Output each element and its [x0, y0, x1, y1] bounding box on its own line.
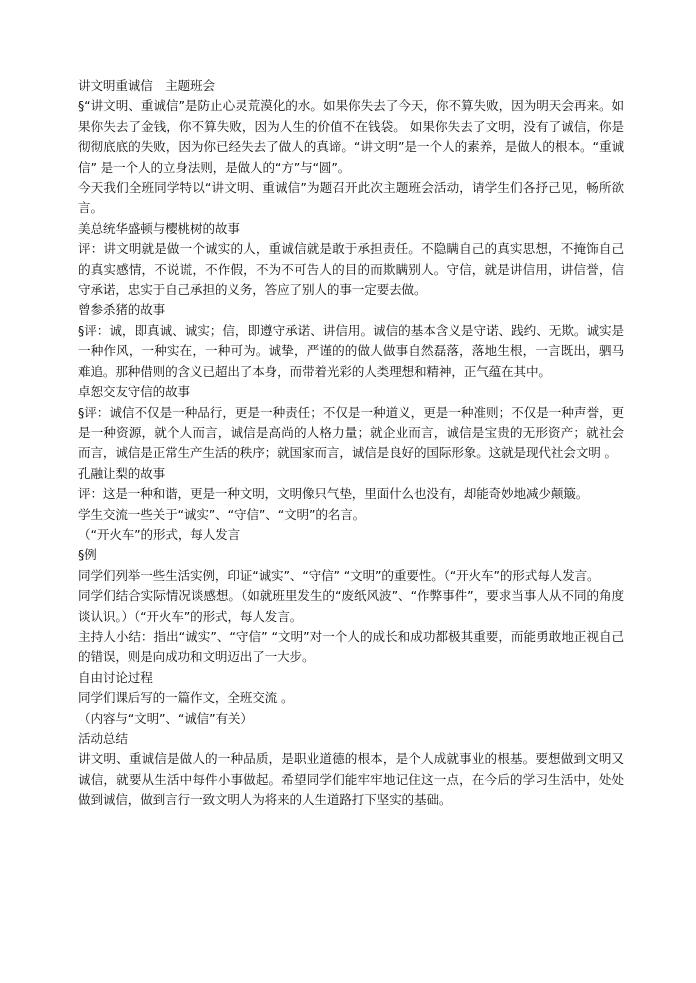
- document-body: [78, 76, 624, 811]
- essay-topic-note: （内容与“文明”、“诚信”有关）: [78, 710, 253, 726]
- section-heading-zengshen: 曾参杀猪的故事: [78, 302, 166, 318]
- essay-exchange: 同学们课后写的一篇作文，全班交流 。: [78, 690, 294, 706]
- comment-washington: 评：讲文明就是做一个诚实的人，重诚信就是敢于承担责任。不隐瞒自己的真实思想，不掩饰自己的真实感情，不说谎，不作假，不为不可告人的目的而欺瞒别人。守信，就是讲信用，讲信誉，信守承诺，忠实于自己承担的义务，答应了别人的事一定要去做。: [78, 241, 624, 298]
- section-heading-zhuoshu: 卓恕交友守信的故事: [78, 384, 190, 400]
- quotes-exchange: 学生交流一些关于“诚实”、“守信”、“文明”的名言。: [78, 506, 366, 522]
- comment-zhuoshu: §评：诚信不仅是一种品行，更是一种责任；不仅是一种道义，更是一种准则；不仅是一种声誉，更是一种资源，就个人而言，诚信是高尚的人格力量；就企业而言，诚信是宝贵的无形资产；就社会而言，诚信是正常生产生活的秩序；就国家而言，诚信是良好的国际形象。这就是现代社会文明 。: [78, 404, 624, 461]
- comment-zengshen: §评：诚，即真诚、诚实；信，即遵守承诺、讲信用。诚信的基本含义是守诺、践约、无欺。诚实是一种作风，一种实在，一种可为。诚挚，严谨的的做人做事自然磊落，落地生根，一言既出，驷马难追。那种借则的含义已超出了本身，而带着光彩的人类理想和精神，正气蕴在其中。: [78, 322, 624, 379]
- comment-kongrong: 评：这是一种和谐，更是一种文明，文明像只气垫，里面什么也没有，却能奇妙地减少颠簸。: [78, 486, 589, 502]
- host-summary-paragraph: 主持人小结：指出“诚实”、“守信” “文明”对一个人的成长和成功都极其重要，而能勇敢地正视自己的错误，则是向成功和文明迈出了一大步。: [78, 628, 624, 665]
- speaking-format-note: （“开火车”的形式，每人发言: [78, 526, 241, 542]
- section-heading-washington: 美总统华盛顿与樱桃树的故事: [78, 220, 240, 236]
- document-title: 讲文明重诚信 主题班会: [78, 78, 215, 93]
- section-heading-kongrong: 孔融让梨的故事: [78, 465, 166, 481]
- examples-paragraph: 同学们列举一些生活实例，印证“诚实”、“守信” “文明”的重要性。（“开火车”的形式每人发言。: [78, 567, 600, 583]
- section-heading-example: §例: [78, 547, 97, 563]
- summary-paragraph: 讲文明、重诚信是做人的一种品质，是职业道德的根本，是个人成就事业的根基。要想做到文明又诚信，就要从生活中每件小事做起。希望同学们能牢牢地记住这一点，在今后的学习生活中，处处做到诚信，做到言行一致文明人为将来的人生道路打下坚实的基础。: [78, 751, 624, 808]
- purpose-paragraph: 今天我们全班同学特以“讲文明、重诚信”为题召开此次主题班会活动，请学生们各抒己见，畅所欲言。: [78, 180, 624, 216]
- intro-paragraph: §“讲文明、重诚信”是防止心灵荒漠化的水。如果你失去了今天，你不算失败，因为明天会再来。如果你失去了金钱，你不算失败，因为人生的价值不在钱袋。 如果你失去了文明，没有了诚信，你是彻彻底底的失败，因为你已经失去了做人的真谛。“讲文明”是一个人的素养，是做人的根本。“重诚信” 是一个人的立身法则，是做人的“方”与“圆”。: [78, 98, 624, 175]
- section-heading-summary: 活动总结: [78, 731, 128, 746]
- section-heading-discussion: 自由讨论过程: [78, 669, 153, 685]
- reflection-paragraph: 同学们结合实际情况谈感想。（如就班里发生的“废纸风波”、“作弊事件”，要求当事人从不同的角度谈认识。）（“开火车”的形式，每人发言。: [78, 588, 624, 624]
